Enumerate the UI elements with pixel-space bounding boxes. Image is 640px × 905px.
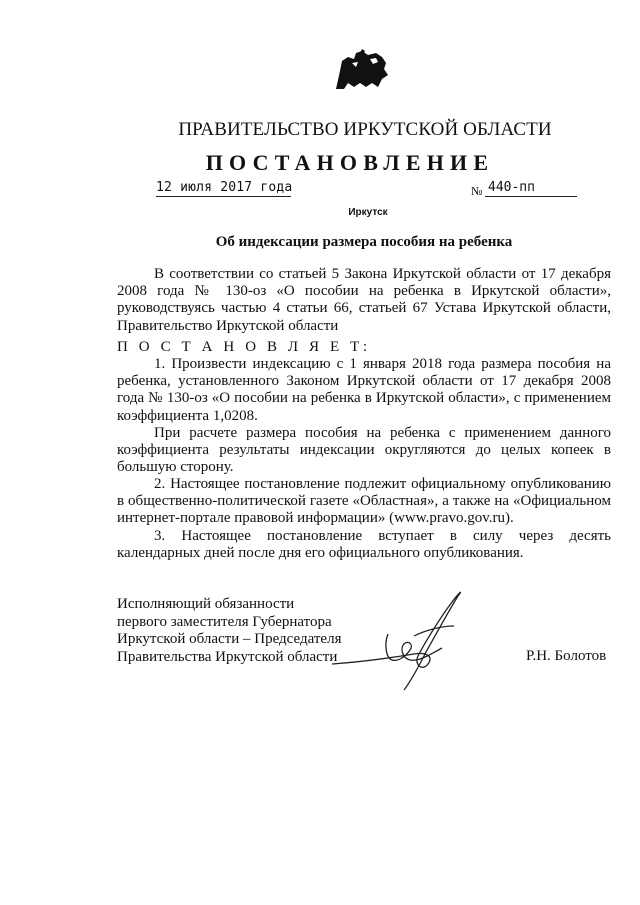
decree-number: 440-пп	[488, 180, 535, 195]
position-line: первого заместителя Губернатора	[117, 613, 332, 630]
government-name: ПРАВИТЕЛЬСТВО ИРКУТСКОЙ ОБЛАСТИ	[178, 119, 552, 140]
position-line: Иркутской области – Председателя	[117, 631, 342, 648]
item-3: 3. Настоящее постановление вступает в силу через десять календарных дней после дня его официального опубликования.	[117, 528, 611, 562]
city: Иркутск	[348, 207, 388, 218]
position-line: Исполняющий обязанности	[117, 596, 295, 612]
decree-word: П О С Т А Н О В Л Я Е Т:	[117, 339, 371, 355]
preamble: В соответствии со статьей 5 Закона Иркутской области от 17 декабря 2008 года № 130-оз «О пособии на ребенка в Иркутской области», руководствуясь частью 4 статьи 66, статьей 67 Устава Иркутской области, Правительство Иркутской области	[117, 266, 611, 334]
item-1-note: При расчете размера пособия на ребенка с применением данного коэффициента результаты индексации округляются до целых копеек в большую сторону.	[117, 425, 611, 476]
irkutsk-coat-of-arms-icon	[332, 49, 390, 91]
date-underline	[156, 196, 291, 197]
signer-name: Р.Н. Болотов	[526, 648, 607, 664]
decree-date: 12 июля 2017 года	[156, 180, 293, 195]
decree-subject: Об индексации размера пособия на ребенка	[215, 234, 513, 250]
handwritten-signature	[330, 578, 470, 693]
item-1: 1. Произвести индексацию с 1 января 2018 года размера пособия на ребенка, установленного Законом Иркутской области от 17 декабря 2008 года № 130-оз «О пособии на ребенка в Иркутской области», с применением коэффициента 1,0208.	[117, 356, 611, 424]
signatory-position	[117, 596, 357, 666]
number-sign: №	[471, 184, 483, 198]
position-line: Правительства Иркутской области	[117, 648, 338, 665]
item-2: 2. Настоящее постановление подлежит официальному опубликованию в общественно-политической газете «Областная», а также на «Официальном интернет-портале правовой информации» (www.pravo.gov.ru).	[117, 476, 611, 527]
number-underline	[485, 196, 577, 197]
document-type: ПОСТАНОВЛЕНИЕ	[205, 150, 495, 175]
